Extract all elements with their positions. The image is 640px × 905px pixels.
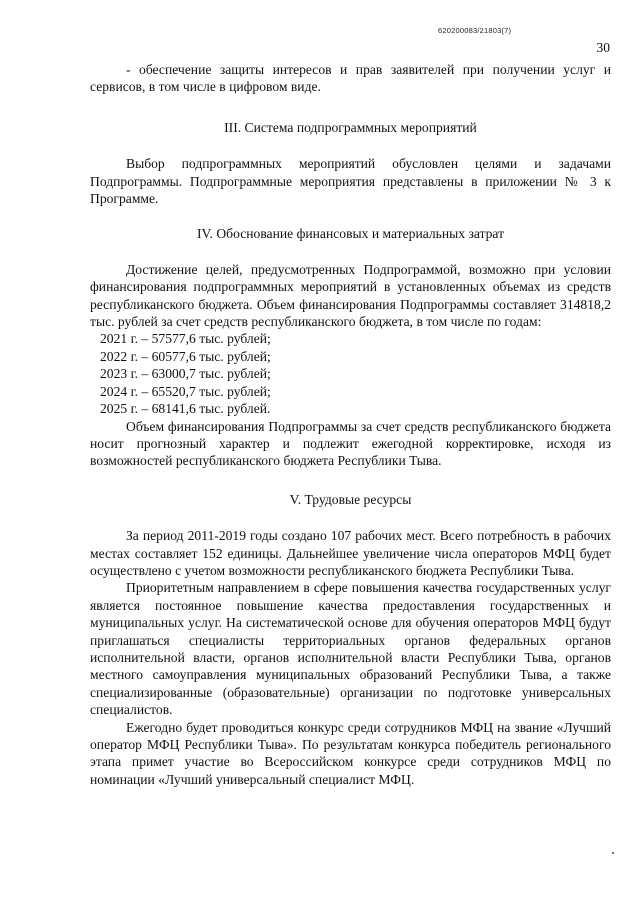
funding-year-item: 2022 г. – 60577,6 тыс. рублей; <box>100 348 271 364</box>
section-5-paragraph-1: За период 2011-2019 годы создано 107 рабочих мест. Всего потребность в рабочих местах составляет 152 единицы. Дальнейшее увеличение числа операторов МФЦ будет осуществлено с учетом возможности республиканского бюджета Республики Тыва. <box>90 528 611 578</box>
funding-years-list <box>90 330 611 417</box>
funding-year-item: 2024 г. – 65520,7 тыс. рублей; <box>100 383 271 399</box>
section-4-heading: IV. Обоснование финансовых и материальных затрат <box>196 226 505 242</box>
section-5-paragraph-2: Приоритетным направлением в сфере повышения качества государственных услуг является постоянное повышение качества предоставления государственных и муниципальных услуг. На систематической основе для обучения операторов МФЦ будут приглашаться специалисты территориальных органов федеральных органов исполнительной власти, органов исполнительной власти Республики Тыва, органов местного самоуправления муниципальных образований Республики Тыва, а также специализированные (образовательные) организации по подготовке универсальных специалистов. <box>90 580 611 718</box>
funding-year-item: 2023 г. – 63000,7 тыс. рублей; <box>100 366 271 382</box>
section-3-heading: III. Система подпрограммных мероприятий <box>224 119 477 135</box>
section-4-paragraph-2: Объем финансирования Подпрограммы за счет средств республиканского бюджета носит прогнозный характер и подлежит ежегодной корректировке, исходя из возможностей республиканского бюджета Республики Тыва. <box>90 418 611 469</box>
scan-speck <box>612 852 614 854</box>
intro-paragraph: - обеспечение защиты интересов и прав заявителей при получении услуг и сервисов, в том числе в цифровом виде. <box>90 62 611 95</box>
funding-year-item: 2021 г. – 57577,6 тыс. рублей; <box>100 331 271 347</box>
section-5-heading: V. Трудовые ресурсы <box>289 491 412 507</box>
funding-year-item: 2025 г. – 68141,6 тыс. рублей. <box>100 401 271 417</box>
document-code: 620200083/21803(7) <box>438 26 512 35</box>
page-number: 30 <box>596 40 610 55</box>
document-body <box>90 61 611 788</box>
section-3-paragraph: Выбор подпрограммных мероприятий обусловлен целями и задачами Подпрограммы. Подпрограммные мероприятия представлены в приложении № 3 к Программе. <box>90 156 611 207</box>
section-5-paragraph-3: Ежегодно будет проводиться конкурс среди сотрудников МФЦ на звание «Лучший оператор МФЦ Республики Тыва». По результатам конкурса победитель регионального этапа примет участие во Всероссийском конкурсе среди сотрудников МФЦ по номинации «Лучший универсальный специалист МФЦ. <box>90 719 611 787</box>
section-4-paragraph: Достижение целей, предусмотренных Подпрограммой, возможно при условии финансирования подпрограммных мероприятий в установленных объемах из средств республиканского бюджета. Объем финансирования Подпрограммы составляет 314818,2 тыс. рублей за счет средств республиканского бюджета, в том числе по годам: <box>90 261 611 330</box>
